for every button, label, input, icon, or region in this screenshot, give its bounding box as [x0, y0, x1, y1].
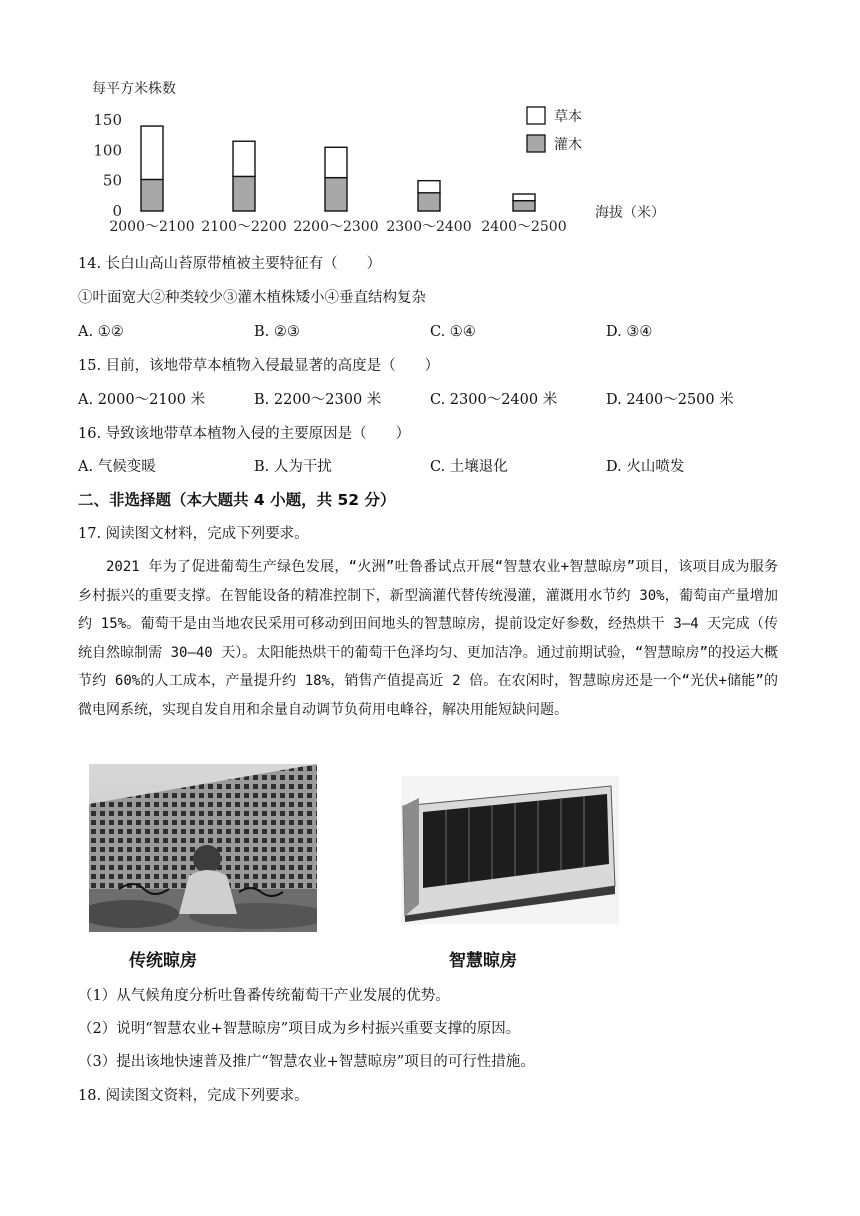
bar-herb-0: [141, 126, 163, 179]
q18-stem: 18. 阅读图文资料，完成下列要求。: [78, 1088, 309, 1104]
bar-herb-4: [513, 194, 535, 201]
q16-option-d[interactable]: D. 火山喷发: [606, 459, 685, 475]
x-tick-label-0: 2000～2100: [109, 219, 195, 235]
section-title: 二、非选择题（本大题共 4 小题，共 52 分）: [78, 491, 396, 509]
photo-illustration: [401, 776, 619, 924]
q17-paragraph: 2021 年为了促进葡萄生产绿色发展，“火洲”吐鲁番试点开展“智慧农业+智慧晾房”项目，该项目成为服务乡村振兴的重要支撑。在智能设备的精准控制下，新型滴灌代替传统漫灌，灌溉用水节约 30%，葡萄亩产量增加约 15%。葡萄干是由当地农民采用可移动到田间地头的智慧晾房，提前设定好参数，经热烘干 3—4 天完成（传统自然晾制需 30—40 天）。太阳能热烘干的葡萄干色泽均匀、更加洁净。通过前期试验，“智慧晾房”的投运大概节约 60%的人工成本，产量提升约 18%，销售产值提高近 2 倍。在农闲时，智慧晾房还是一个“光伏+储能”的微电网系统，实现自发自用和余量自动调节负荷用电峰谷，解决用能短缺问题。: [78, 559, 778, 718]
chart-y-ticks: [93, 111, 122, 220]
q14-stem: 14. 长白山高山苔原带植被主要特征有（ ）: [78, 256, 382, 272]
chart-ylabel: 每平方米株数: [92, 81, 176, 97]
q15-option-a[interactable]: A. 2000～2100 米: [78, 392, 206, 408]
traditional-drying-house-caption: 传统晾房: [129, 951, 197, 971]
traditional-drying-house-photo: [89, 764, 317, 932]
bar-herb-3: [418, 181, 440, 193]
legend-swatch-herb: [527, 107, 545, 124]
x-tick-label-4: 2400～2500: [481, 219, 567, 235]
chart-bars: [141, 126, 535, 211]
bar-shrub-0: [141, 179, 163, 211]
q16-option-c[interactable]: C. 土壤退化: [430, 459, 508, 475]
y-tick-label-0: 0: [112, 202, 122, 220]
chart-x-tick-labels: [109, 219, 566, 235]
q16-option-a[interactable]: A. 气候变暖: [78, 459, 156, 475]
q15-option-b[interactable]: B. 2200～2300 米: [254, 392, 382, 408]
smart-drying-house-photo: [401, 776, 619, 924]
q16-option-b[interactable]: B. 人为干扰: [254, 459, 332, 475]
q15-option-c[interactable]: C. 2300～2400 米: [430, 392, 558, 408]
q17-sub-2: （2）说明“智慧农业+智慧晾房”项目成为乡村振兴重要支撑的原因。: [78, 1021, 521, 1037]
y-tick-label-2: 100: [93, 141, 122, 160]
vegetation-density-chart: [80, 70, 680, 245]
x-tick-label-1: 2100～2200: [201, 219, 287, 235]
bar-shrub-4: [513, 201, 535, 211]
q17-sub-3: （3）提出该地快速普及推广“智慧农业+智慧晾房”项目的可行性措施。: [78, 1054, 535, 1070]
x-tick-label-3: 2300～2400: [386, 219, 472, 235]
q17-material: [78, 553, 778, 724]
bar-shrub-3: [418, 193, 440, 211]
smart-drying-house-caption: 智慧晾房: [449, 951, 517, 971]
x-tick-label-2: 2200～2300: [293, 219, 379, 235]
q14-option-a[interactable]: A. ①②: [78, 324, 124, 340]
photo-illustration: [89, 764, 317, 932]
y-tick-label-3: 150: [93, 111, 122, 129]
q14-statements: ①叶面宽大②种类较少③灌木植株矮小④垂直结构复杂: [78, 290, 426, 306]
legend-swatch-shrub: [527, 135, 545, 152]
q17-sub-1: （1）从气候角度分析吐鲁番传统葡萄干产业发展的优势。: [78, 988, 450, 1004]
chart-legend: [527, 107, 582, 153]
q15-stem: 15. 目前，该地带草本植物入侵最显著的高度是（ ）: [78, 358, 440, 374]
chart-xlabel: 海拔（米）: [595, 205, 665, 221]
bar-herb-2: [325, 147, 347, 177]
q15-option-d[interactable]: D. 2400～2500 米: [606, 392, 734, 408]
q17-stem: 17. 阅读图文材料，完成下列要求。: [78, 526, 309, 542]
legend-label-herb: 草本: [554, 109, 582, 125]
bar-shrub-1: [233, 176, 255, 211]
q16-stem: 16. 导致该地带草本植物入侵的主要原因是（ ）: [78, 426, 411, 442]
q14-option-b[interactable]: B. ②③: [254, 324, 300, 340]
bar-herb-1: [233, 141, 255, 176]
legend-label-shrub: 灌木: [554, 137, 582, 153]
q14-option-c[interactable]: C. ①④: [430, 324, 476, 340]
bar-shrub-2: [325, 178, 347, 211]
y-tick-label-1: 50: [102, 171, 122, 190]
q14-option-d[interactable]: D. ③④: [606, 324, 653, 340]
